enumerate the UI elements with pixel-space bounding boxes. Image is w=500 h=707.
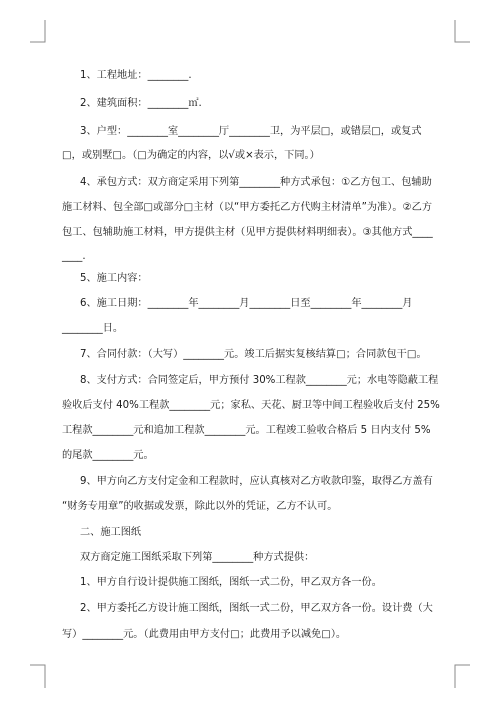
crop-mark-bottom-right	[454, 664, 470, 688]
section-2-intro: 双方商定施工图纸采取下列第________种方式提供：	[80, 552, 315, 563]
item-1-project-address: 1、工程地址：________.	[80, 70, 192, 81]
item-8-payment-method-cont-2: 工程款________元和追加工程款________元。工程竣工验收合格后 5 日内支付 5%	[62, 425, 431, 436]
item-3-unit-type: 3、户型：________室________厅________卫，为平层□，或错层□，或复式	[80, 126, 422, 137]
section-2-heading: 二、施工图纸	[80, 527, 142, 538]
item-8-payment-method: 8、支付方式：合同签定后，甲方预付 30%工程款________元；水电等隐蔽工程	[80, 375, 439, 386]
drawings-option-1: 1、甲方自行设计提供施工图纸，图纸一式二份，甲乙双方各一份。	[80, 577, 382, 588]
item-4-contract-method: 4、承包方式：双方商定采用下列第________种方式承包：①乙方包工、包辅助	[80, 177, 432, 188]
item-2-building-area: 2、建筑面积：________㎡.	[80, 98, 202, 109]
crop-mark-bottom-left	[30, 664, 46, 688]
item-9-payment-receipt-cont: “财务专用章”的收据或发票，除此以外的凭证，乙方不认可。	[62, 501, 338, 512]
item-8-payment-method-cont-3: 的尾款________元。	[62, 450, 154, 461]
drawings-option-2-cont: 写）________元。（此费用由甲方支付□；此费用予以减免□）。	[62, 629, 347, 640]
item-6-construction-date-cont: ________日。	[62, 323, 124, 334]
drawings-option-2: 2、甲方委托乙方设计施工图纸，图纸一式二份，甲乙双方各一份。设计费（大	[80, 603, 433, 614]
item-8-payment-method-cont-1: 验收后支付 40%工程款________元；家私、天花、厨卫等中间工程验收后支付 25%	[62, 400, 440, 411]
crop-mark-top-left	[30, 20, 46, 44]
item-3-unit-type-cont: □，或别墅□。（□为确定的内容，以√或×表示，下同。）	[62, 150, 320, 161]
item-4-contract-method-cont-2: 包工、包辅助施工材料，甲方提供主材（见甲方提供材料明细表）。③其他方式____	[62, 227, 433, 238]
crop-mark-top-right	[454, 20, 470, 44]
item-4-contract-method-cont-3: ____.	[62, 251, 86, 262]
item-5-construction-content: 5、施工内容：	[80, 273, 148, 284]
item-7-contract-price: 7、合同付款：（大写）________元。竣工后据实复核结算□；合同款包干□。	[80, 349, 427, 360]
item-6-construction-date: 6、施工日期：________年________月________日至________年________月	[80, 298, 413, 309]
item-9-payment-receipt: 9、甲方向乙方支付定金和工程款时，应认真核对乙方收款印鉴，取得乙方盖有	[80, 476, 433, 487]
item-4-contract-method-cont-1: 施工材料、包全部□或部分□主材（以“甲方委托乙方代购主材清单”为准）。②乙方	[62, 202, 433, 213]
